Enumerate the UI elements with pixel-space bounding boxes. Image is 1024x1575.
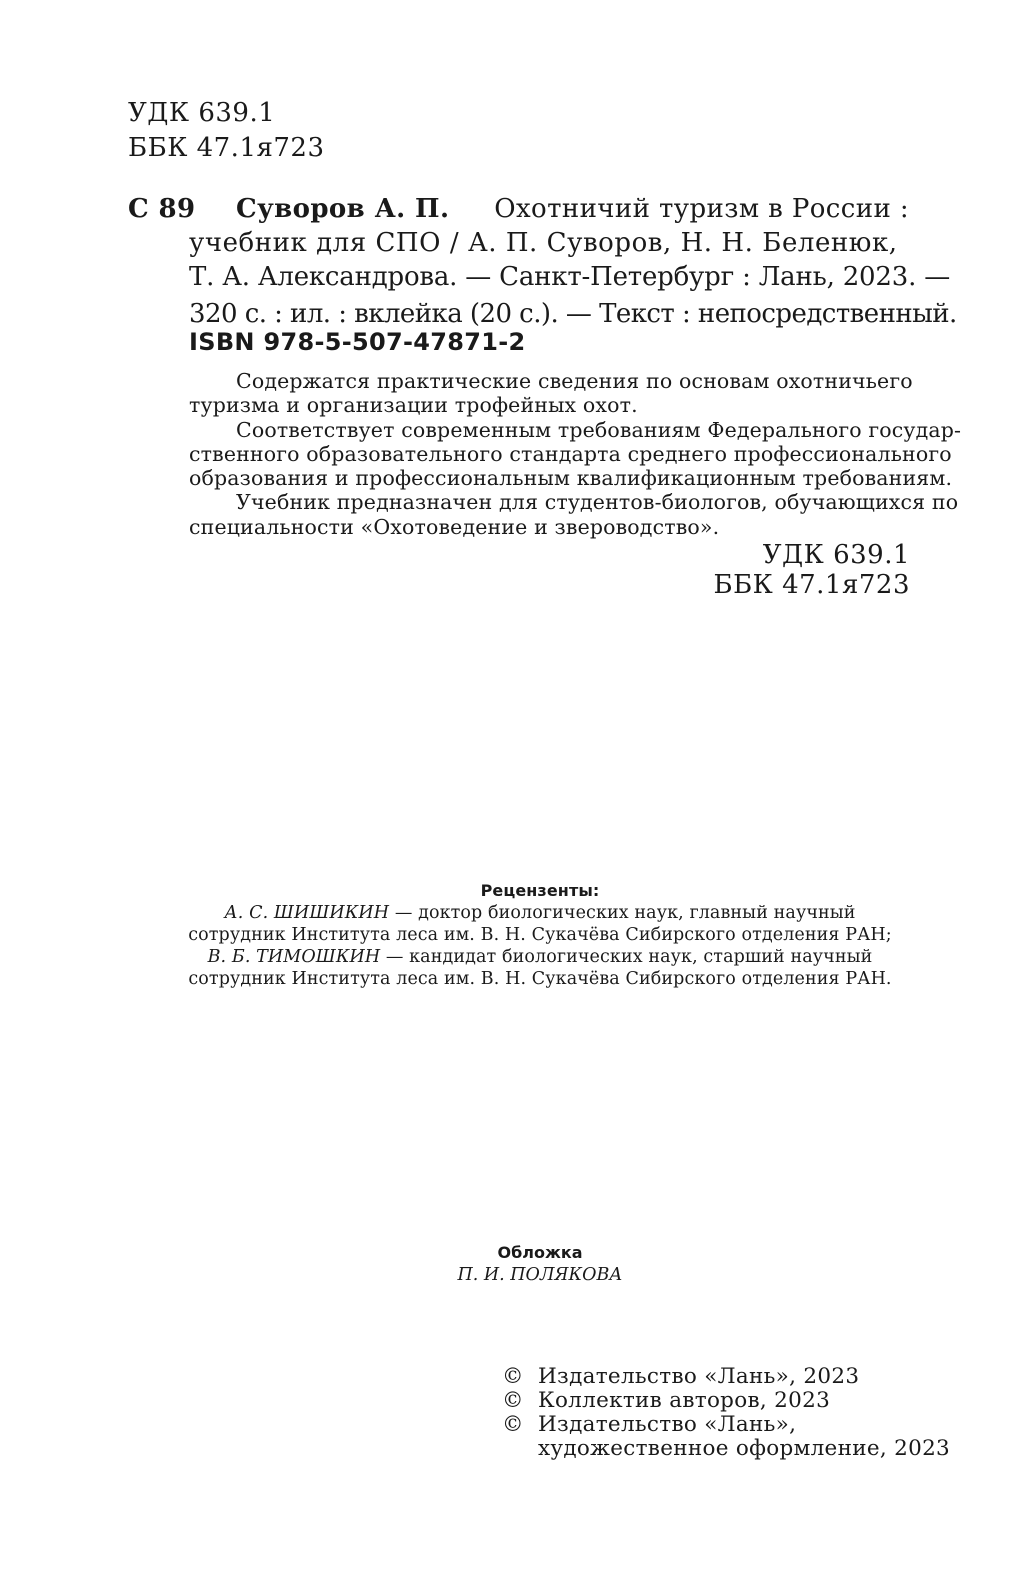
abstract-line: туризма и организации трофейных охот. (189, 393, 638, 418)
bbk-code-right: ББК 47.1я723 (713, 570, 910, 600)
record-title: Охотничий туризм в России : (494, 194, 909, 224)
copyright-line (502, 1389, 950, 1413)
cover-heading: Обложка (497, 1243, 583, 1262)
abstract (189, 369, 961, 539)
abstract-line: Учебник предназначен для студентов-биологов, обучающихся по (236, 490, 959, 515)
reviewer-2-name: В. Б. ТИМОШКИН (207, 947, 381, 967)
cover-designer: П. И. ПОЛЯКОВА (457, 1265, 623, 1285)
author-mark: С 89 (128, 194, 196, 224)
abstract-line: ственного образовательного стандарта среднего профессионального (189, 441, 952, 466)
copyright-text: Издательство «Лань», 2023 (538, 1364, 860, 1389)
reviewers-block (130, 880, 950, 990)
reviewer-2 (130, 946, 950, 968)
reviewer-2-affiliation: сотрудник Института леса им. В. Н. Сукачёва Сибирского отделения РАН. (188, 969, 892, 989)
abstract-line: специальности «Охотоведение и звероводство». (189, 514, 720, 539)
record-line-1 (189, 192, 909, 226)
copyright-symbol: © (502, 1412, 524, 1437)
reviewer-1 (130, 902, 950, 924)
copyright-text: Издательство «Лань», (538, 1412, 797, 1437)
classification-right (713, 540, 910, 600)
bbk-code: ББК 47.1я723 (128, 133, 325, 163)
record-line-3: Т. А. Александрова. — Санкт-Петербург : Лань, 2023. — (189, 262, 950, 292)
copyright-line (502, 1365, 950, 1389)
reviewer-1-desc: — доктор биологических наук, главный научный (389, 903, 856, 923)
copyright-line (502, 1413, 950, 1437)
reviewer-1-name: А. С. ШИШИКИН (224, 903, 390, 923)
copyright-block (502, 1365, 950, 1461)
cover-block (130, 1242, 950, 1286)
copyright-symbol: © (502, 1364, 524, 1389)
record-line-2: учебник для СПО / А. П. Суворов, Н. Н. Беленюк, (189, 228, 898, 258)
copyright-text: Коллектив авторов, 2023 (538, 1388, 831, 1413)
abstract-line: Соответствует современным требованиям Федерального государ- (236, 417, 962, 442)
isbn: ISBN 978-5-507-47871-2 (189, 328, 526, 356)
record-author: Суворов А. П. (236, 194, 450, 224)
reviewer-1-affiliation: сотрудник Института леса им. В. Н. Сукачёва Сибирского отделения РАН; (188, 925, 892, 945)
record-line-4: 320 с. : ил. : вклейка (20 с.). — Текст : непосредственный. (189, 299, 957, 329)
reviewers-heading: Рецензенты: (480, 881, 600, 900)
copyright-symbol: © (502, 1388, 524, 1413)
copyright-text: художественное оформление, 2023 (538, 1436, 951, 1461)
bibliographic-record (189, 192, 957, 331)
copyright-line (502, 1437, 950, 1461)
abstract-line: образования и профессиональным квалификационным требованиям. (189, 466, 953, 491)
reviewer-2-desc: — кандидат биологических наук, старший научный (380, 947, 873, 967)
udk-code: УДК 639.1 (128, 98, 276, 128)
udk-code-right: УДК 639.1 (762, 540, 910, 570)
abstract-line: Содержатся практические сведения по основам охотничьего (236, 369, 913, 393)
